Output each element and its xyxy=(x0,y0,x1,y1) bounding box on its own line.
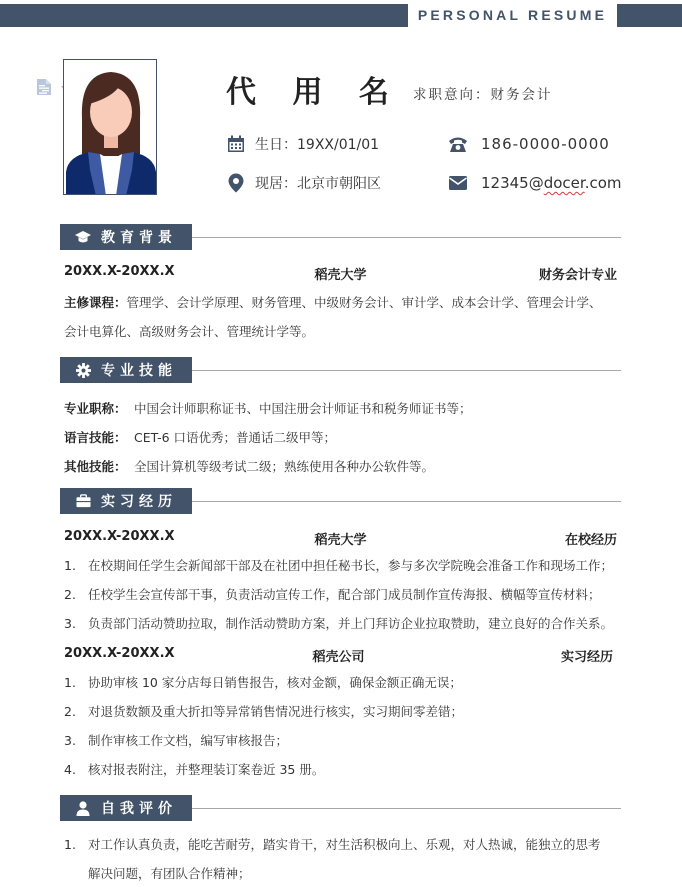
section-title: 专业技能 xyxy=(101,363,177,379)
gear-icon xyxy=(75,362,91,378)
banner-title: PERSONAL RESUME xyxy=(417,7,608,23)
education-major: 财务会计专业 xyxy=(538,268,617,283)
layout-options-icon[interactable] xyxy=(36,78,52,96)
internship-entry-header: 20XX.X-20XX.X 稻壳大学 在校经历 xyxy=(64,529,617,548)
briefcase-icon xyxy=(75,493,91,509)
section-title: 自我评价 xyxy=(101,801,177,817)
section-header-education xyxy=(60,224,621,250)
section-divider xyxy=(192,237,621,238)
map-pin-icon xyxy=(226,173,246,193)
candidate-name: 代 用 名 xyxy=(226,75,402,110)
calendar-icon xyxy=(226,134,246,154)
internship-entry-header: 20XX.X-20XX.X 稻壳公司 实习经历 xyxy=(64,646,613,665)
list-item: 2. 任校学生会宣传部干事，负责活动宣传工作，配合部门成员制作宣传海报、横幅等宣传材料； xyxy=(64,587,601,602)
list-item: 1. 对工作认真负责，能吃苦耐劳，踏实肯干，对生活积极向上、乐观，对人热诚，能独立的思考 解决问题，有团队合作精神； xyxy=(64,837,601,881)
section-title: 实习经历 xyxy=(101,494,177,510)
birthday-text: 生日：19XX/01/01 xyxy=(255,137,380,153)
education-courses: 主修课程：管理学、会计学原理、财务管理、中级财务会计、审计学、成本会计学、管理会计学、 会计电算化、高级财务会计、管理统计学等。 xyxy=(64,295,602,339)
address-row xyxy=(226,173,381,193)
list-item: 2. 对退货数额及重大折扣等异常销售情况进行核实，实习期间零差错； xyxy=(64,704,464,719)
section-divider xyxy=(192,501,621,502)
telephone-icon xyxy=(448,134,468,154)
banner-bar-left xyxy=(0,4,408,27)
skill-item: 专业职称： 中国会计师职称证书、中国注册会计师证书和税务师证书等； xyxy=(64,401,472,416)
user-icon xyxy=(75,800,91,816)
section-divider xyxy=(192,808,621,809)
list-item: 1. 在校期间任学生会新闻部干部及在社团中担任秘书长，参与多次学院晚会准备工作和现场工作； xyxy=(64,558,614,573)
section-title: 教育背景 xyxy=(101,230,177,246)
phone-row xyxy=(448,134,610,154)
skill-item: 语言技能： CET-6 口语优秀；普通话二级甲等； xyxy=(64,430,337,445)
banner-bar-right xyxy=(617,4,682,27)
skill-item: 其他技能： 全国计算机等级考试二级；熟练使用各种办公软件等。 xyxy=(64,459,435,474)
profile-photo xyxy=(63,59,157,195)
section-header-skills xyxy=(60,357,621,383)
education-period: 20XX.X-20XX.X xyxy=(64,264,175,279)
list-item: 3. 负责部门活动赞助拉取，制作活动赞助方案，并上门拜访企业拉取赞助，建立良好的合作关系。 xyxy=(64,616,614,631)
courses-label: 主修课程： xyxy=(64,295,127,310)
job-intent: 求职意向：财务会计 xyxy=(413,87,553,103)
email-domain-spellcheck: docer xyxy=(543,174,585,192)
education-entry-header xyxy=(64,264,617,282)
education-school: 稻壳大学 xyxy=(314,268,367,283)
phone-text: 186-0000-0000 xyxy=(481,135,610,153)
birthday-row xyxy=(226,134,379,154)
address-text: 现居：北京市朝阳区 xyxy=(255,176,381,192)
section-header-self-evaluation xyxy=(60,795,621,821)
list-item: 4. 核对报表附注，并整理装订案卷近 35 册。 xyxy=(64,762,325,777)
email-row xyxy=(448,173,622,193)
graduation-cap-icon xyxy=(75,229,91,245)
envelope-icon xyxy=(448,173,468,193)
list-item: 3. 制作审核工作文档，编写审核报告； xyxy=(64,733,289,748)
email-text[interactable]: 12345@docer.com xyxy=(481,174,622,192)
section-divider xyxy=(192,370,621,371)
section-header-internship xyxy=(60,488,621,514)
list-item: 1. 协助审核 10 家分店每日销售报告，核对金额，确保金额正确无误； xyxy=(64,675,462,690)
